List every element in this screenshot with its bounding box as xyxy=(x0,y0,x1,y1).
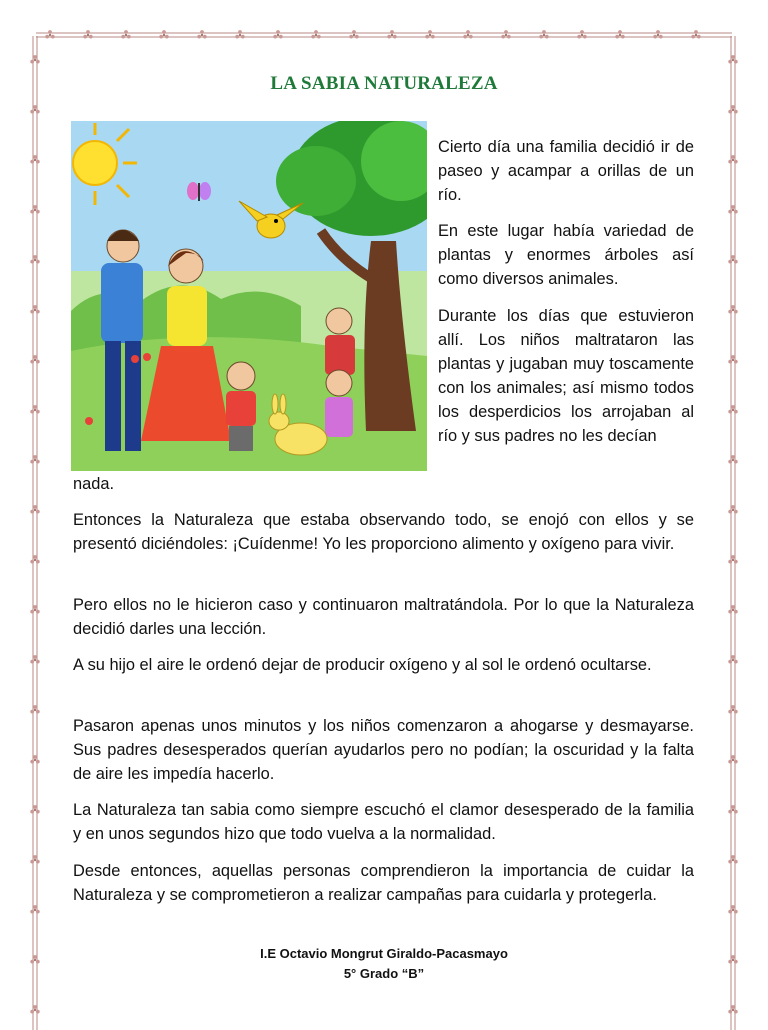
border-flower-icon xyxy=(728,555,737,563)
paragraph-2: En este lugar había variedad de plantas y enormes árboles así como diversos animales. xyxy=(438,222,694,288)
paragraph-4: Entonces la Naturaleza que estaba observando todo, se enojó con ellos y se presentó diciéndoles: ¡Cuídenme! Yo les proporciono alimento y oxígeno para vivir. xyxy=(73,511,694,553)
border-flower-icon xyxy=(30,105,39,113)
border-flower-icon xyxy=(30,355,39,363)
border-flower-icon xyxy=(30,405,39,413)
paragraph-7: Pasaron apenas unos minutos y los niños comenzaron a ahogarse y desmayarse. Sus padres desesperados querían ayudarlos pero no podían; la oscuridad y la falta de aire les impedía hacerlo. xyxy=(73,717,694,783)
border-flower-icon xyxy=(728,805,737,813)
border-flower-icon xyxy=(728,1005,737,1013)
border-right xyxy=(731,36,735,1030)
border-flower-icon xyxy=(728,905,737,913)
border-flower-icon xyxy=(30,755,39,763)
border-flower-icon xyxy=(728,455,737,463)
border-flower-icon xyxy=(728,55,737,63)
border-flower-icon xyxy=(728,755,737,763)
paragraph-9: Desde entonces, aquellas personas comprendieron la importancia de cuidar la Naturaleza y se comprometieron a realizar campañas para cuidarla y protegerla. xyxy=(73,862,694,904)
border-flower-icon xyxy=(30,205,39,213)
border-flower-icon xyxy=(30,1005,39,1013)
paragraph-3-continuation: nada. xyxy=(73,475,115,493)
border-top xyxy=(36,33,732,37)
border-flower-icon xyxy=(728,155,737,163)
footer-school: I.E Octavio Mongrut Giraldo-Pacasmayo xyxy=(260,946,508,961)
border-flower-icon xyxy=(728,205,737,213)
paragraph-1: Cierto día una familia decidió ir de paseo y acampar a orillas de un río. xyxy=(438,138,694,204)
border-flower-icon xyxy=(728,105,737,113)
border-flower-icon xyxy=(728,505,737,513)
border-flower-icon xyxy=(728,255,737,263)
border-flower-icon xyxy=(30,805,39,813)
border-flower-icon xyxy=(728,655,737,663)
border-flower-icon xyxy=(728,705,737,713)
border-flower-icon xyxy=(30,455,39,463)
border-flower-icon xyxy=(30,555,39,563)
border-flower-icon xyxy=(728,855,737,863)
border-flower-icon xyxy=(30,305,39,313)
family-park-illustration xyxy=(71,121,427,471)
border-flower-icon xyxy=(728,305,737,313)
border-flower-icon xyxy=(30,605,39,613)
border-flower-icon xyxy=(30,655,39,663)
border-flower-icon xyxy=(728,605,737,613)
page-title: LA SABIA NATURALEZA xyxy=(270,73,498,94)
border-flower-icon xyxy=(30,505,39,513)
footer-grade: 5° Grado “B” xyxy=(343,966,425,981)
border-flower-icon xyxy=(30,155,39,163)
butterfly-icon xyxy=(187,182,211,201)
paragraph-8: La Naturaleza tan sabia como siempre escuchó el clamor desesperado de la familia y en unos segundos hizo que todo vuelva a la normalidad. xyxy=(73,801,694,843)
border-flower-icon xyxy=(30,705,39,713)
border-flower-icon xyxy=(30,905,39,913)
child-figure-2 xyxy=(325,308,355,375)
paragraph-5: Pero ellos no le hicieron caso y continuaron maltratándola. Por lo que la Naturaleza decidió darles una lección. xyxy=(73,596,694,638)
border-flower-icon xyxy=(30,255,39,263)
border-flower-icon xyxy=(728,355,737,363)
border-flower-icon xyxy=(728,405,737,413)
child-figure-1 xyxy=(226,362,256,451)
paragraph-6: A su hijo el aire le ordenó dejar de producir oxígeno y al sol le ordenó ocultarse. xyxy=(73,656,652,674)
border-left xyxy=(33,36,37,1030)
paragraph-3: Durante los días que estuvieron allí. Los niños maltrataron las plantas y jugaban muy toscamente con los animales; así mismo todos los desperdicios los arrojaban al río y sus padres no les decían xyxy=(438,307,694,445)
child-figure-3 xyxy=(325,370,353,437)
border-flower-icon xyxy=(30,55,39,63)
border-flower-icon xyxy=(30,855,39,863)
